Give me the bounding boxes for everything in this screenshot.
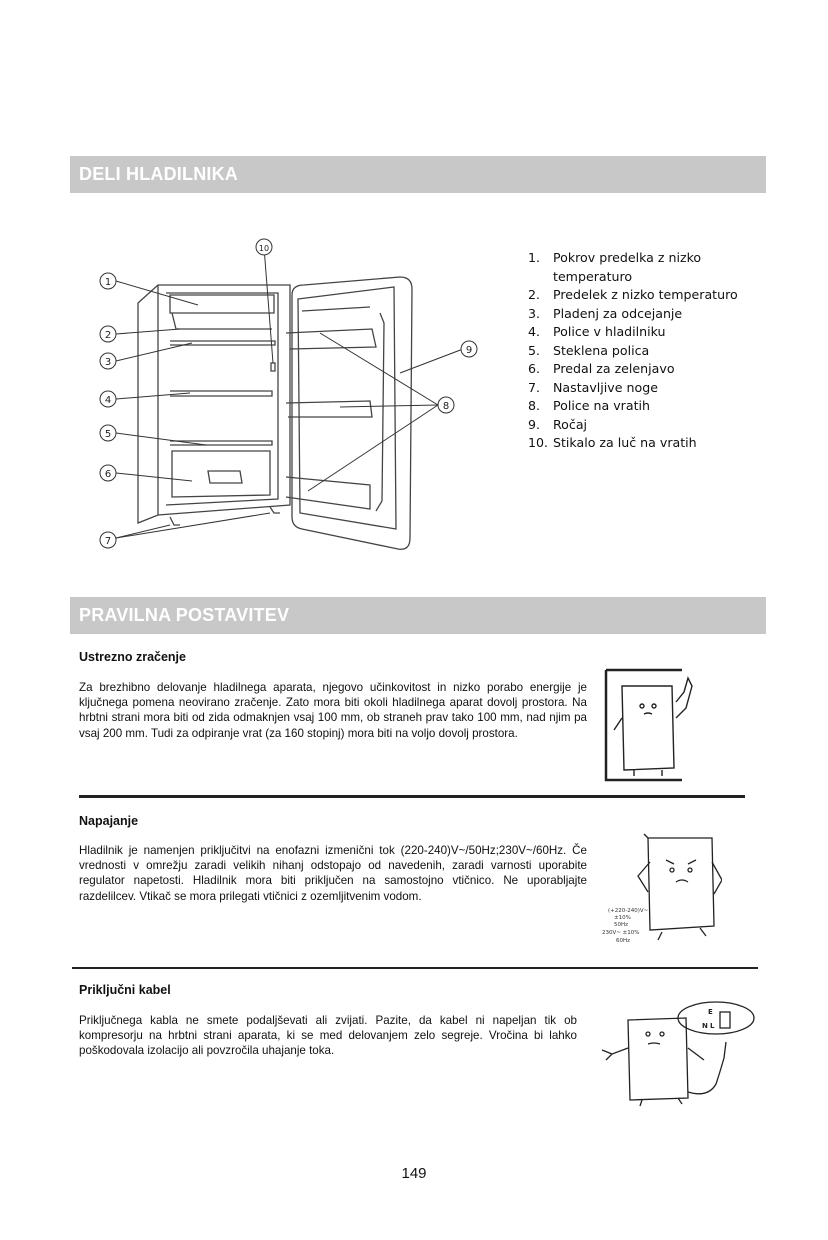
svg-text:10: 10: [258, 244, 270, 253]
svg-text:4: 4: [104, 395, 112, 406]
callout-10: [256, 239, 272, 255]
voltage-label: 230V~ ±10%: [602, 930, 640, 936]
section-title: PRAVILNA POSTAVITEV: [79, 605, 290, 625]
svg-text:8: 8: [442, 401, 450, 412]
parts-list-item: 3. Pladenj za odcejanje: [528, 305, 683, 321]
svg-text:2: 2: [104, 330, 112, 341]
power-text: Hladilnik je namenjen priključitvi na enofazni izmenični tok (220-240)V~/50Hz;230V~/60Hz. Če vrednosti v omrežju zaradi velikih nihanj odstopajo od navedenih, zaradi varnosti uporabite regulator napetosti. Hladilnik mora biti priključen na samostojno vtičnico. Ne uporabljajte razdelilcev. Vtikač se mora prilegati vtičnici z ozemljitvenim vodom.: [79, 844, 587, 903]
callout-3: [100, 353, 116, 369]
section-header-parts: [70, 156, 766, 193]
callout-5: [100, 425, 116, 441]
power-heading: Napajanje: [79, 814, 139, 828]
ventilation-illustration: [604, 668, 704, 784]
power-illustration: [600, 832, 722, 950]
callout-4: [100, 391, 116, 407]
callout-9: [461, 341, 477, 357]
plug-earth-label: E: [708, 1008, 713, 1016]
section-header-placement: [70, 597, 766, 634]
parts-list-item: 4. Police v hladilniku: [528, 324, 666, 339]
callout-8: [438, 397, 454, 413]
parts-list-item: 5. Steklena polica: [528, 342, 650, 358]
parts-list-item: 1. Pokrov predelka z nizko temperaturo: [528, 250, 702, 284]
divider: [79, 795, 745, 798]
svg-text:9: 9: [465, 345, 473, 356]
svg-text:3: 3: [104, 357, 112, 368]
parts-list-item: 8. Police na vratih: [528, 398, 650, 413]
cable-heading: Priključni kabel: [79, 983, 171, 997]
parts-list-item: 2. Predelek z nizko temperaturo: [528, 287, 738, 302]
parts-list-item: 9. Ročaj: [528, 416, 588, 432]
callout-1: [100, 273, 116, 289]
ventilation-text: Za brezhibno delovanje hladilnega aparata, njegovo učinkovitost in nizko porabo energije je ključnega pomena neovirano zračenje. Zato mora biti okoli hladilnega aparat dovolj prostora. Na hrbtni strani mora biti od zida odmaknjen vsaj 100 mm, ob straneh prav tako 100 mm, nad njim pa vsaj 200 mm. Tudi za odpiranje vrat (za 160 stopinj) mora biti na voljo dovolj prostora.: [79, 681, 587, 740]
page-number: 149: [401, 1165, 427, 1182]
frequency-label: 60Hz: [616, 938, 631, 944]
fridge-body: [138, 285, 290, 523]
callout-6: [100, 465, 116, 481]
callout-7: [100, 532, 116, 548]
parts-list-item: 10. Stikalo za luč na vratih: [528, 435, 697, 450]
cable-illustration: [588, 998, 758, 1110]
cable-text: Priključnega kabla ne smete podaljševati ali zvijati. Pazite, da kabel ni napeljan tik ob kompresorju na hrbtni strani aparata, ki se med delovanjem zelo segreje. Vročina bi lahko poškodovala izolacijo ali povzročila uhajanje toka.: [79, 1014, 577, 1058]
parts-list-item: 6. Predal za zelenjavo: [528, 361, 675, 376]
svg-text:6: 6: [104, 469, 112, 480]
svg-text:5: 5: [104, 429, 112, 440]
callout-2: [100, 326, 116, 342]
frequency-label: 50Hz: [614, 922, 629, 928]
voltage-label: (+220-240)V~: [608, 908, 649, 914]
svg-text:7: 7: [104, 536, 112, 547]
svg-text:1: 1: [104, 277, 112, 288]
parts-list-item: 7. Nastavljive noge: [528, 379, 658, 395]
divider: [72, 967, 758, 969]
parts-list: [528, 249, 738, 453]
ventilation-heading: Ustrezno zračenje: [79, 650, 186, 664]
tolerance-label: ±10%: [614, 915, 631, 921]
fridge-parts-diagram: [80, 233, 480, 563]
plug-neutral-label: N: [702, 1022, 708, 1030]
section-title: DELI HLADILNIKA: [79, 164, 238, 184]
plug-live-label: L: [710, 1022, 715, 1030]
